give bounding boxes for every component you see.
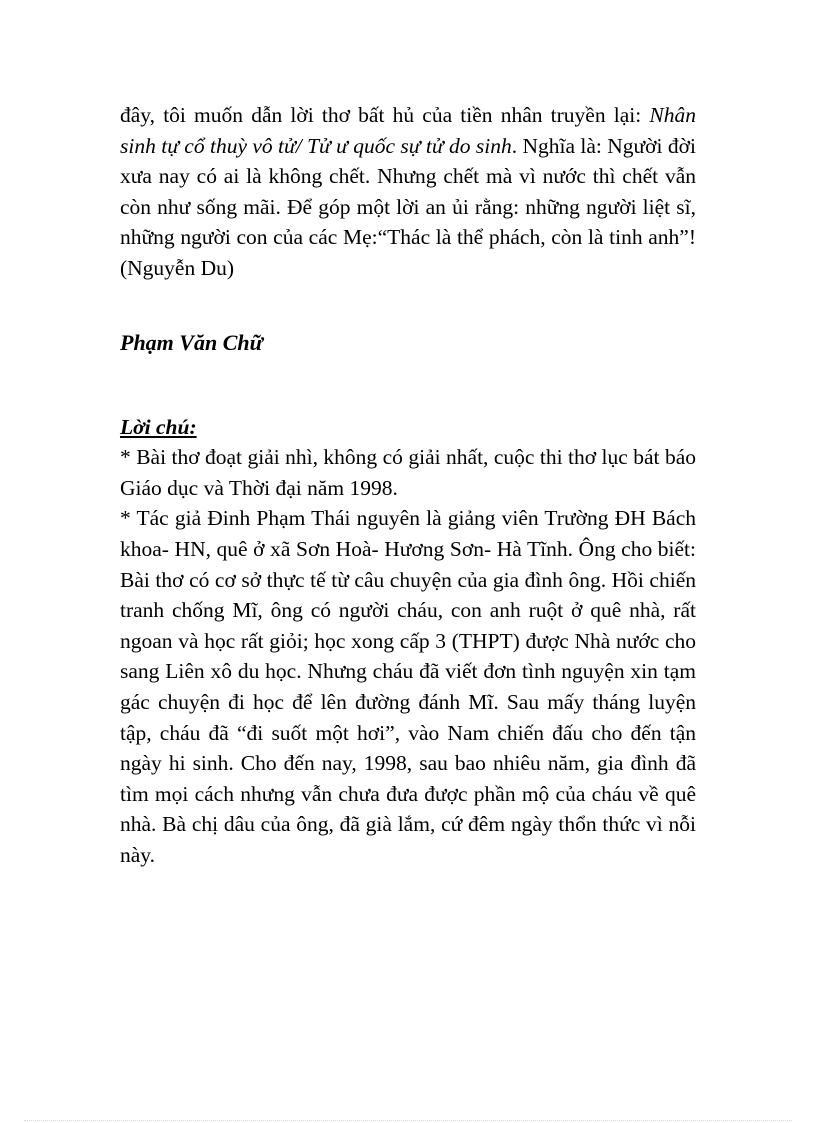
intro-paragraph	[120, 100, 696, 284]
intro-quote: Nhân sinh tự cổ thuỳ vô tử/ Tử ư quốc sự tử do sinh	[120, 103, 696, 158]
intro-text-start: đây, tôi muốn dẫn lời thơ bất hủ của tiền nhân truyền lại:	[120, 103, 650, 127]
notes-heading: Lời chú:	[120, 415, 197, 440]
note-item: * Bài thơ đoạt giải nhì, không có giải nhất, cuộc thi thơ lục bát báo Giáo dục và Thời đại năm 1998.	[120, 445, 696, 500]
intro-text-end: . Nghĩa là: Người đời xưa nay có ai là không chết. Nhưng chết mà vì nước thì chết vẫn còn như sống mãi. Để góp một lời an ủi rằng: những người liệt sĩ, những người con của các Mẹ:“Thác là thể phách, còn là tinh anh”!(Nguyễn Du)	[120, 133, 696, 280]
note-item: * Tác giả Đinh Phạm Thái nguyên là giảng viên Trường ĐH Bách khoa- HN, quê ở xã Sơn Hoà- Hương Sơn- Hà Tĩnh. Ông cho biết: Bài thơ có cơ sở thực tế từ câu chuyện của gia đình ông. Hồi chiến tranh chống Mĩ, ông có người cháu, con anh ruột ở quê nhà, rất ngoan và học rất giỏi; học xong cấp 3 (THPT) được Nhà nước cho sang Liên xô du học. Nhưng cháu đã viết đơn tình nguyện xin tạm gác chuyện đi học để lên đường đánh Mĩ. Sau mấy tháng luyện tập, cháu đã “đi suốt một hơi”, vào Nam chiến đấu cho đến tận ngày hi sinh. Cho đến nay, 1998, sau bao nhiêu năm, gia đình đã tìm mọi cách nhưng vẫn chưa đưa được phần mộ của cháu về quê nhà. Bà chị dâu của ông, đã già lắm, cứ đêm ngày thổn thức vì nỗi này.	[120, 506, 696, 867]
page-bottom-divider	[24, 1120, 792, 1121]
document-page	[120, 100, 696, 870]
author-signature: Phạm Văn Chữ	[120, 329, 263, 355]
